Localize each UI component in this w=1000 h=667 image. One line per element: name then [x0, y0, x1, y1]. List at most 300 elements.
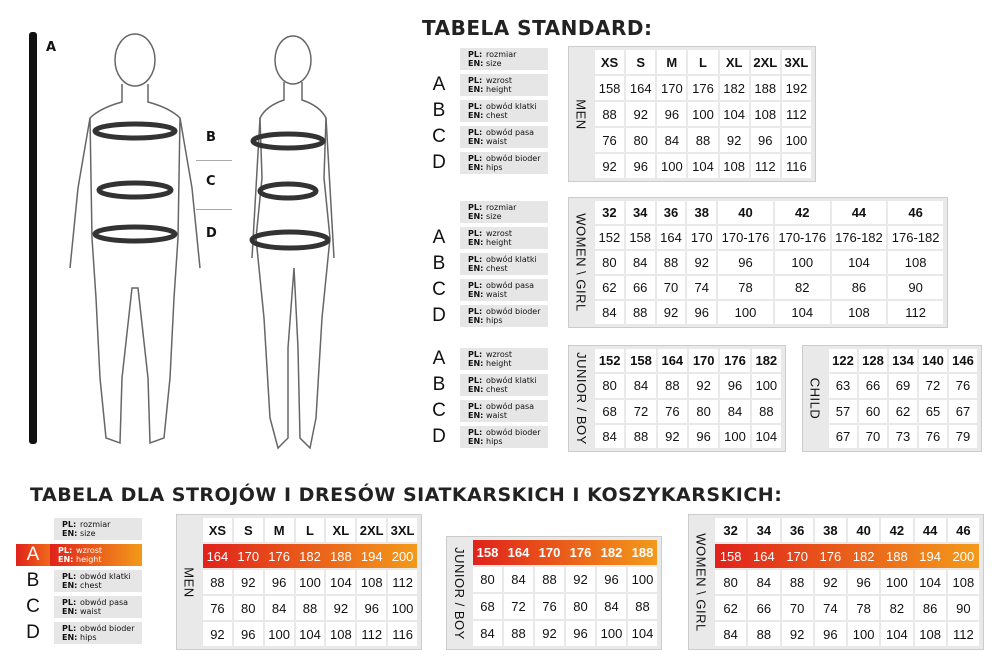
table-cell: 192: [782, 76, 811, 100]
size-header-cell: 176: [720, 349, 749, 372]
table-volleyball-men: [176, 514, 422, 650]
size-header-cell: 42: [775, 201, 830, 224]
table-cell: 170: [237, 548, 260, 564]
table-men: [568, 46, 816, 182]
table-cell: 112: [948, 622, 979, 646]
table-cell: 80: [626, 128, 655, 152]
table-side-label: WOMEN \ GIRL: [573, 213, 589, 312]
measure-label: PL: wzrost EN: height: [50, 544, 142, 566]
table-cell: 170-176: [775, 226, 830, 249]
size-header-cell: 134: [889, 349, 917, 372]
table-cell: 112: [388, 570, 417, 594]
table-cell: 100: [688, 102, 717, 126]
table-cell: 108: [720, 154, 749, 178]
table-cell: 96: [689, 425, 718, 448]
table-cell: 104: [628, 621, 657, 646]
waist-mark-c: C: [206, 174, 216, 189]
divider: [196, 160, 232, 161]
table-cell: 84: [748, 570, 779, 594]
table-cell: 164: [753, 548, 775, 564]
table-cell: 116: [388, 622, 417, 646]
table-cell: 62: [595, 276, 624, 299]
table-side-label: JUNIOR / BOY: [451, 546, 467, 640]
table-cell: 188: [751, 76, 780, 100]
table-cell: 72: [504, 594, 533, 619]
table-cell: 92: [815, 570, 846, 594]
table-cell: 112: [357, 622, 386, 646]
table-cell: 112: [782, 102, 811, 126]
table-cell: 100: [848, 622, 879, 646]
table-cell: 100: [265, 622, 294, 646]
measure-letter: [422, 201, 456, 223]
table-cell: 88: [782, 570, 813, 594]
table-cell: 182: [720, 76, 749, 100]
table-cell: 104: [326, 570, 355, 594]
table-cell: 84: [473, 621, 502, 646]
table-cell: 86: [832, 276, 887, 299]
table-cell: 88: [628, 594, 657, 619]
size-header-cell: 164: [658, 349, 687, 372]
size-header-cell: 3XL: [388, 518, 417, 542]
table-cell: 182: [852, 548, 875, 564]
table-cell: 62: [715, 596, 746, 620]
label-row-c: [422, 400, 548, 422]
table-cell: 63: [829, 374, 857, 397]
label-row-b: [422, 253, 548, 275]
measure-letter: C: [432, 279, 446, 300]
table-cell: 100: [752, 374, 781, 397]
size-header-cell: 36: [657, 201, 686, 224]
size-header-cell: 38: [815, 518, 846, 542]
size-header-cell: 152: [595, 349, 624, 372]
table-cell: 78: [718, 276, 773, 299]
table-cell: 92: [782, 622, 813, 646]
measure-letter: D: [26, 622, 40, 643]
table-cell: 108: [888, 251, 943, 274]
size-header-cell: 182: [600, 545, 623, 560]
size-header-cell: 170: [538, 545, 561, 560]
label-row-c: [422, 279, 548, 301]
label-row-a: [16, 544, 142, 566]
size-header-cell: 32: [595, 201, 624, 224]
table-cell: 86: [915, 596, 946, 620]
table-cell: 84: [504, 567, 533, 592]
table-cell: 88: [752, 400, 781, 423]
table-cell: 74: [815, 596, 846, 620]
table-cell: 170-176: [718, 226, 773, 249]
size-header-cell: 2XL: [357, 518, 386, 542]
size-header-cell: 44: [832, 201, 887, 224]
label-row-b: [422, 374, 548, 396]
measure-letter: B: [432, 100, 446, 121]
table-cell: 194: [919, 548, 941, 564]
table-cell: 100: [720, 425, 749, 448]
table-cell: 96: [265, 570, 294, 594]
table-cell: 170: [786, 548, 808, 564]
table-cell: 80: [234, 596, 263, 620]
size-header-cell: M: [657, 50, 686, 74]
measure-label: PL: rozmiar EN: size: [460, 48, 548, 70]
table-cell: 96: [718, 251, 773, 274]
table-cell: 67: [949, 400, 977, 423]
label-row-c: [16, 596, 142, 618]
table-cell: 108: [915, 622, 946, 646]
label-row-d: [422, 152, 548, 174]
table-cell: 80: [689, 400, 718, 423]
table-cell: 96: [815, 622, 846, 646]
measure-letter: C: [432, 400, 446, 421]
measure-label: PL: rozmiar EN: size: [54, 518, 142, 540]
table-cell: 100: [881, 570, 912, 594]
table-cell: 108: [832, 301, 887, 324]
table-junior-boy: [568, 345, 786, 452]
table-cell: 188: [330, 548, 352, 564]
size-header-cell: 158: [476, 545, 499, 560]
label-row-a: [422, 74, 548, 96]
table-cell: 100: [782, 128, 811, 152]
size-header-cell: XS: [595, 50, 624, 74]
table-cell: 112: [888, 301, 943, 324]
table-cell: 92: [566, 567, 595, 592]
table-cell: 90: [888, 276, 943, 299]
table-cell: 88: [688, 128, 717, 152]
female-figure-illustration: [238, 18, 348, 458]
table-cell: 92: [657, 301, 686, 324]
size-header-cell: 2XL: [751, 50, 780, 74]
size-header-cell: 122: [829, 349, 857, 372]
table-side-label: MEN: [181, 566, 197, 598]
table-cell: 82: [775, 276, 830, 299]
label-row-d: [16, 622, 142, 644]
table-cell: 96: [357, 596, 386, 620]
table-side-label: CHILD: [807, 377, 823, 420]
table-cell: 88: [504, 621, 533, 646]
measure-letter: B: [432, 374, 446, 395]
table-cell: 70: [657, 276, 686, 299]
measure-letter: D: [432, 305, 446, 326]
table-cell: 108: [948, 570, 979, 594]
size-header-cell: 32: [715, 518, 746, 542]
size-header-cell: 170: [689, 349, 718, 372]
measure-letter: [422, 48, 456, 70]
label-row-a: [422, 227, 548, 249]
table-cell: 200: [952, 548, 975, 564]
table-cell: 100: [628, 567, 657, 592]
measure-letter: A: [16, 544, 50, 566]
table-cell: 164: [626, 76, 655, 100]
divider: [196, 209, 232, 210]
table-cell: 158: [595, 76, 624, 100]
table-cell: 88: [657, 251, 686, 274]
measure-label: PL: obwód pasa EN: waist: [460, 400, 548, 422]
table-cell: 88: [626, 425, 655, 448]
measure-label: PL: wzrost EN: height: [460, 227, 548, 249]
measure-label: PL: obwód pasa EN: waist: [54, 596, 142, 618]
table-cell: 170: [657, 76, 686, 100]
measure-label: PL: obwód bioder EN: hips: [54, 622, 142, 644]
table-cell: 92: [326, 596, 355, 620]
size-header-cell: XS: [203, 518, 232, 542]
table-cell: 96: [848, 570, 879, 594]
table-cell: 96: [597, 567, 626, 592]
table-cell: 70: [782, 596, 813, 620]
table-cell: 72: [919, 374, 947, 397]
table-cell: 67: [829, 425, 857, 448]
table-cell: 100: [718, 301, 773, 324]
table-cell: 108: [751, 102, 780, 126]
table-cell: 88: [626, 301, 655, 324]
table-cell: 80: [715, 570, 746, 594]
table-cell: 164: [657, 226, 686, 249]
table-cell: 92: [626, 102, 655, 126]
table-volleyball-women-girl: [688, 514, 984, 650]
table-cell: 100: [388, 596, 417, 620]
table-cell: 112: [751, 154, 780, 178]
table-cell: 104: [296, 622, 325, 646]
table-cell: 80: [595, 374, 624, 397]
table-cell: 96: [234, 622, 263, 646]
measure-label: PL: obwód klatki EN: chest: [460, 100, 548, 122]
table-cell: 92: [658, 425, 687, 448]
measure-letter: D: [432, 426, 446, 447]
table-cell: 68: [473, 594, 502, 619]
size-header-cell: 34: [748, 518, 779, 542]
table-cell: 88: [748, 622, 779, 646]
table-cell: 84: [720, 400, 749, 423]
table-cell: 80: [566, 594, 595, 619]
measure-letter: [16, 518, 50, 540]
measure-letter: A: [432, 74, 446, 95]
table-cell: 96: [657, 102, 686, 126]
table-cell: 76: [595, 128, 624, 152]
measure-label: PL: wzrost EN: height: [460, 74, 548, 96]
size-header-cell: 40: [848, 518, 879, 542]
table-cell: 100: [657, 154, 686, 178]
table-cell: 76: [203, 596, 232, 620]
table-cell: 100: [296, 570, 325, 594]
size-header-cell: L: [688, 50, 717, 74]
table-cell: 108: [357, 570, 386, 594]
table-cell: 100: [775, 251, 830, 274]
table-cell: 88: [595, 102, 624, 126]
male-figure-illustration: [60, 18, 210, 458]
size-header-cell: L: [296, 518, 325, 542]
label-row-b: [422, 100, 548, 122]
table-cell: 158: [626, 226, 655, 249]
table-cell: 76: [535, 594, 564, 619]
measure-letter: A: [432, 227, 446, 248]
label-row-d: [422, 305, 548, 327]
label-row-b: [16, 570, 142, 592]
height-measure-bar: [29, 32, 37, 444]
table-cell: 100: [597, 621, 626, 646]
table-cell: 200: [391, 548, 414, 564]
measure-label: PL: obwód pasa EN: waist: [460, 126, 548, 148]
table-cell: 88: [658, 374, 687, 397]
table-cell: 84: [595, 425, 624, 448]
size-label-row: [422, 48, 548, 70]
table-cell: 62: [889, 400, 917, 423]
table-cell: 104: [832, 251, 887, 274]
table-cell: 92: [687, 251, 716, 274]
size-header-cell: S: [626, 50, 655, 74]
table-cell: 69: [889, 374, 917, 397]
measure-label: PL: wzrost EN: height: [460, 348, 548, 370]
table-cell: 70: [859, 425, 887, 448]
table-cell: 104: [915, 570, 946, 594]
table-volleyball-junior-boy: [446, 536, 662, 650]
measure-label: PL: rozmiar EN: size: [460, 201, 548, 223]
table-cell: 182: [299, 548, 321, 564]
size-label-row: [422, 201, 548, 223]
table-cell: 176: [688, 76, 717, 100]
table-cell: 66: [748, 596, 779, 620]
volleyball-table-title: TABELA DLA STROJÓW I DRESÓW SIATKARSKICH I KOSZYKARSKICH:: [30, 484, 783, 506]
table-cell: 88: [203, 570, 232, 594]
measure-letter: A: [432, 348, 446, 369]
table-cell: 60: [859, 400, 887, 423]
table-cell: 78: [848, 596, 879, 620]
measure-letter: B: [26, 570, 40, 591]
table-cell: 176: [819, 548, 842, 564]
table-cell: 90: [948, 596, 979, 620]
table-cell: 92: [720, 128, 749, 152]
measure-letter: D: [432, 152, 446, 173]
size-header-cell: 128: [859, 349, 887, 372]
size-header-cell: 182: [752, 349, 781, 372]
measure-label: PL: obwód bioder EN: hips: [460, 426, 548, 448]
size-header-cell: 36: [782, 518, 813, 542]
chest-mark-b: B: [206, 130, 216, 145]
table-cell: 152: [595, 226, 624, 249]
table-cell: 84: [657, 128, 686, 152]
table-cell: 66: [626, 276, 655, 299]
table-cell: 176-182: [832, 226, 887, 249]
size-label-row: [16, 518, 142, 540]
table-cell: 84: [715, 622, 746, 646]
size-header-cell: XL: [720, 50, 749, 74]
size-header-cell: XL: [326, 518, 355, 542]
size-header-cell: 40: [718, 201, 773, 224]
table-cell: 194: [360, 548, 383, 564]
table-cell: 176-182: [888, 226, 943, 249]
table-cell: 76: [658, 400, 687, 423]
table-cell: 158: [719, 548, 742, 564]
table-cell: 104: [775, 301, 830, 324]
table-cell: 92: [689, 374, 718, 397]
table-cell: 116: [782, 154, 811, 178]
measure-letter: C: [432, 126, 446, 147]
size-header-cell: 140: [919, 349, 947, 372]
measure-label: PL: obwód bioder EN: hips: [460, 152, 548, 174]
table-cell: 92: [234, 570, 263, 594]
table-child: [802, 345, 982, 452]
table-cell: 104: [752, 425, 781, 448]
table-cell: 82: [881, 596, 912, 620]
measure-label: PL: obwód pasa EN: waist: [460, 279, 548, 301]
table-cell: 80: [595, 251, 624, 274]
table-side-label: MEN: [573, 98, 589, 130]
table-cell: 84: [265, 596, 294, 620]
size-header-cell: 42: [881, 518, 912, 542]
table-cell: 88: [296, 596, 325, 620]
table-cell: 84: [595, 301, 624, 324]
label-row-c: [422, 126, 548, 148]
measure-label: PL: obwód bioder EN: hips: [460, 305, 548, 327]
table-cell: 176: [268, 548, 290, 564]
table-cell: 188: [886, 548, 908, 564]
table-cell: 96: [566, 621, 595, 646]
table-cell: 57: [829, 400, 857, 423]
table-cell: 104: [720, 102, 749, 126]
table-cell: 84: [626, 251, 655, 274]
table-cell: 66: [859, 374, 887, 397]
table-cell: 104: [881, 622, 912, 646]
measure-letter: B: [432, 253, 446, 274]
table-cell: 88: [535, 567, 564, 592]
measure-label: PL: obwód klatki EN: chest: [54, 570, 142, 592]
table-cell: 96: [626, 154, 655, 178]
table-cell: 170: [687, 226, 716, 249]
size-header-cell: 176: [569, 545, 592, 560]
measure-label: PL: obwód klatki EN: chest: [460, 253, 548, 275]
table-cell: 92: [203, 622, 232, 646]
table-cell: 96: [687, 301, 716, 324]
table-cell: 65: [919, 400, 947, 423]
table-cell: 76: [919, 425, 947, 448]
standard-table-title: TABELA STANDARD:: [422, 16, 653, 40]
table-cell: 74: [687, 276, 716, 299]
table-cell: 92: [595, 154, 624, 178]
size-header-cell: 164: [507, 545, 530, 560]
size-header-cell: 46: [948, 518, 979, 542]
table-cell: 79: [949, 425, 977, 448]
label-row-d: [422, 426, 548, 448]
table-cell: 164: [206, 548, 229, 564]
table-cell: 96: [751, 128, 780, 152]
table-cell: 80: [473, 567, 502, 592]
label-row-a: [422, 348, 548, 370]
table-cell: 92: [535, 621, 564, 646]
table-cell: 84: [626, 374, 655, 397]
table-cell: 73: [889, 425, 917, 448]
size-header-cell: S: [234, 518, 263, 542]
table-cell: 104: [688, 154, 717, 178]
table-cell: 72: [626, 400, 655, 423]
size-header-cell: 46: [888, 201, 943, 224]
table-cell: 96: [720, 374, 749, 397]
table-cell: 76: [949, 374, 977, 397]
height-mark-a: A: [46, 40, 57, 55]
size-header-cell: 3XL: [782, 50, 811, 74]
size-header-cell: 146: [949, 349, 977, 372]
hips-mark-d: D: [206, 226, 217, 241]
table-cell: 68: [595, 400, 624, 423]
size-header-cell: 44: [915, 518, 946, 542]
size-header-cell: 188: [631, 545, 654, 560]
size-header-cell: 38: [687, 201, 716, 224]
size-header-cell: 158: [626, 349, 655, 372]
table-cell: 108: [326, 622, 355, 646]
size-header-cell: M: [265, 518, 294, 542]
size-header-cell: 34: [626, 201, 655, 224]
table-women-girl: [568, 197, 948, 328]
table-side-label: JUNIOR / BOY: [573, 352, 589, 445]
table-side-label: WOMEN \ GIRL: [693, 532, 709, 632]
table-cell: 84: [597, 594, 626, 619]
measure-label: PL: obwód klatki EN: chest: [460, 374, 548, 396]
measure-letter: C: [26, 596, 40, 617]
